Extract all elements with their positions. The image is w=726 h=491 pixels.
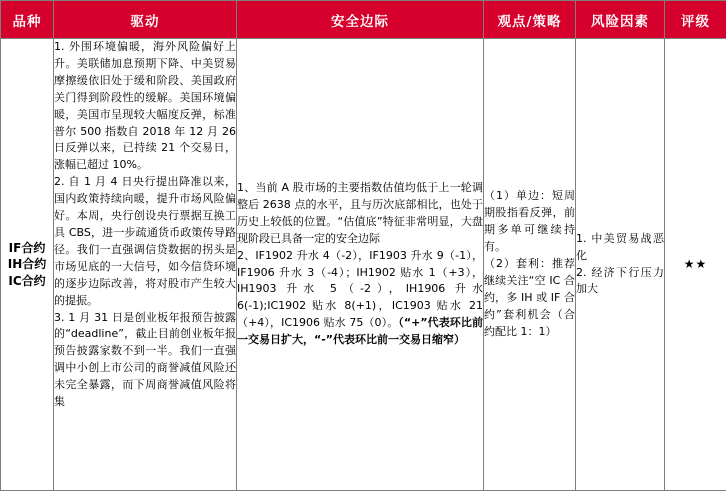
- header-row: [1, 1, 726, 39]
- safety-valuation-text: 1、当前 A 股市场的主要指数估值均低于上一轮调整后 2638 点的水平，且与历次底部相比，也处于历史上较低的位置。“估值底”特征非常明显，大盘现阶段已具备一定的安全边际: [237, 180, 483, 245]
- safety-basis-note: （“+”代表环比前一交易日扩大，“-”代表环比前一交易日缩窄）: [237, 316, 483, 347]
- safety-basis-values: 2、IF1902 升水 4（-2），IF1903 升水 9（-1），IF1906 升水 3（-4）；IH1902 贴水 1（+3），IH1903 升水 5（-2），IH1906 升水 6(-1);IC1902 贴水 8(+1)，IC1903 贴水 21（+4），IC1906 贴水 75（0）。: [237, 248, 483, 330]
- header-risk-factors: 风险因素: [576, 1, 665, 39]
- risk-economic-downturn: 2. 经济下行压力加大: [576, 265, 664, 296]
- rating-stars: ★★: [683, 257, 708, 272]
- drivers-cell: [54, 39, 237, 491]
- risk-trade-war: 1. 中美贸易战恶化: [576, 231, 664, 262]
- product-if: IF合约: [8, 240, 46, 255]
- driver-point-1: 1. 外围环境偏暖，海外风险偏好上升。美联储加息预期下降、中美贸易摩擦缓依旧处于缓和阶段、美国政府关门得到阶段性的缓解。美国环境偏暖，美国市呈现较大幅度反弹，标准普尔 500 指数自 2018 年 12 月 26 日反弹以来，已持续 21 个交易日，涨幅已超过 10%。: [54, 40, 236, 172]
- header-safety-margin: 安全边际: [237, 1, 484, 39]
- view-arbitrage: （2）套利：推荐继续关注“空 IC 合约，多 IH 或 IF 合约”套利机会（合约配比 1：1）: [484, 257, 575, 338]
- data-row: [1, 39, 726, 491]
- view-strategy-cell: [484, 39, 576, 491]
- header-product: 品种: [1, 1, 54, 39]
- view-directional: （1）单边：短周期股指看反弹，前期多单可继续持有。: [484, 189, 575, 254]
- header-view-strategy: 观点/策略: [484, 1, 576, 39]
- product-ic: IC合约: [8, 273, 46, 288]
- risk-factors-cell: [576, 39, 665, 491]
- driver-point-3: 3. 1 月 31 日是创业板年报预告披露的“deadline”，截止目前创业板年报预告披露家数不到一半。我们一直强调中小创上市公司的商誉减值风险还未完全暴露，而下周商誉减值风险将集: [54, 310, 236, 409]
- safety-margin-cell: [237, 39, 484, 491]
- rating-cell: [665, 39, 726, 491]
- header-drivers: 驱动: [54, 1, 237, 39]
- header-rating: 评级: [665, 1, 726, 39]
- product-cell: [1, 39, 54, 491]
- safety-basis-text: [237, 248, 483, 349]
- driver-point-2: 2. 自 1 月 4 日央行提出降准以来，国内政策持续向暖，提升市场风险偏好。本周，央行创设央行票据互换工具 CBS，进一步疏通货币政策传导路径。我们一直强调信贷数据的拐头是市场见底的一大信号，如今信贷环境的逐步边际改善，将对股市产生较大的提振。: [54, 175, 236, 307]
- product-ih: IH合约: [7, 257, 47, 272]
